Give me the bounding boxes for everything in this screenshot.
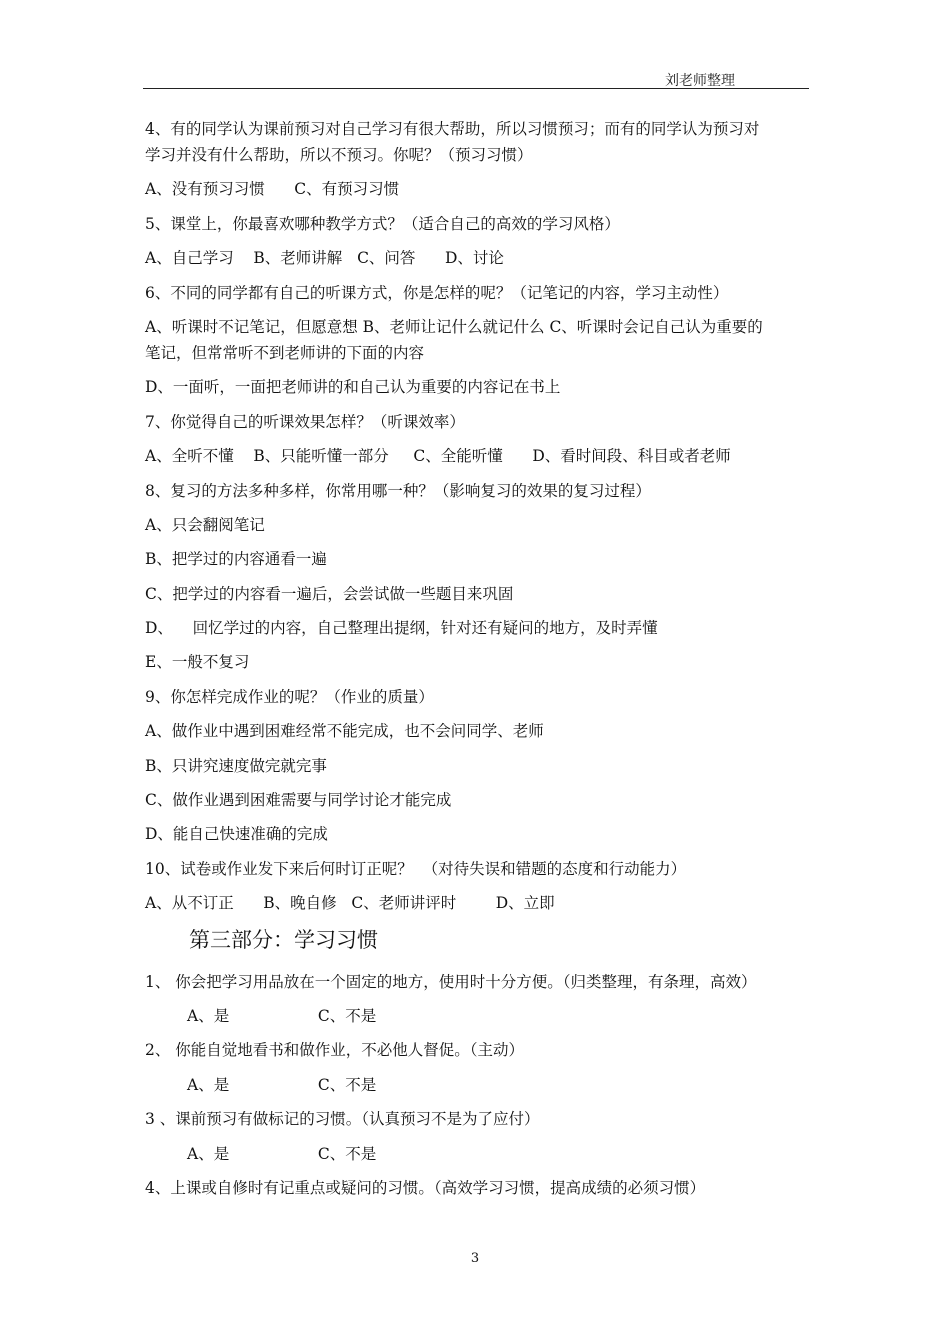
- habit-question-4: 4、上课或自修时有记重点或疑问的习惯。（高效学习习惯，提高成绩的必须习惯）: [145, 1178, 706, 1197]
- question-9-option-a: A、做作业中遇到困难经常不能完成，也不会问同学、老师: [145, 722, 544, 741]
- question-8-option-b: B、把学过的内容通看一遍: [145, 550, 327, 569]
- question-10: 10、试卷或作业发下来后何时订正呢？ （对待失误和错题的态度和行动能力）: [145, 859, 687, 878]
- question-8: 8、复习的方法多种多样，你常用哪一种？（影响复习的效果的复习过程）: [145, 481, 651, 500]
- question-6-option-d: D、一面听，一面把老师讲的和自己认为重要的内容记在书上: [145, 378, 561, 397]
- habit-question-1-options: A、是 C、不是: [187, 1006, 377, 1025]
- question-9-option-b: B、只讲究速度做完就完事: [145, 756, 327, 775]
- habit-question-1: 1、 你会把学习用品放在一个固定的地方，使用时十分方便。（归类整理，有条理，高效）: [145, 972, 757, 991]
- question-6: 6、不同的同学都有自己的听课方式，你是怎样的呢？（记笔记的内容，学习主动性）: [145, 283, 729, 302]
- question-8-option-d: D、 回忆学过的内容，自己整理出提纲，针对还有疑问的地方，及时弄懂: [145, 619, 658, 638]
- section-title: 第三部分：学习习惯: [189, 927, 378, 952]
- question-9-option-c: C、做作业遇到困难需要与同学讨论才能完成: [145, 791, 452, 810]
- document-body: [145, 116, 810, 1209]
- habit-question-2-options: A、是 C、不是: [187, 1075, 377, 1094]
- question-4: [145, 116, 810, 168]
- question-6-option-line2: 笔记，但常常听不到老师讲的下面的内容: [145, 343, 425, 362]
- question-9-option-d: D、能自己快速准确的完成: [145, 825, 328, 844]
- question-7: 7、你觉得自己的听课效果怎样？（听课效率）: [145, 412, 465, 431]
- question-4-line1: 4、有的同学认为课前预习对自己学习有很大帮助，所以习惯预习；而有的同学认为预习对: [145, 120, 760, 138]
- page-header: 刘老师整理: [665, 73, 735, 89]
- question-6-options-abc: [145, 314, 810, 366]
- question-5-options: A、自己学习 B、老师讲解 C、问答 D、讨论: [145, 249, 504, 268]
- question-8-option-c: C、把学过的内容看一遍后，会尝试做一些题目来巩固: [145, 584, 514, 603]
- question-7-options: A、全听不懂 B、只能听懂一部分 C、全能听懂 D、看时间段、科目或者老师: [145, 447, 731, 466]
- question-5: 5、课堂上，你最喜欢哪种教学方式？（适合自己的高效的学习风格）: [145, 214, 620, 233]
- question-8-option-e: E、一般不复习: [145, 653, 250, 672]
- question-4-line2: 学习并没有什么帮助，所以不预习。你呢？（预习习惯）: [145, 146, 533, 164]
- page-number: 3: [470, 1251, 480, 1266]
- question-6-option-line1: A、听课时不记笔记，但愿意想 B、老师让记什么就记什么 C、听课时会记自己认为重要的: [145, 317, 763, 336]
- header-rule: [143, 88, 809, 89]
- habit-question-2: 2、 你能自觉地看书和做作业，不必他人督促。（主动）: [145, 1041, 525, 1060]
- question-8-option-a: A、只会翻阅笔记: [145, 515, 265, 534]
- question-10-options: A、从不订正 B、晚自修 C、老师讲评时 D、立即: [145, 894, 555, 913]
- question-9: 9、你怎样完成作业的呢？（作业的质量）: [145, 687, 434, 706]
- habit-question-3: 3 、课前预习有做标记的习惯。（认真预习不是为了应付）: [145, 1110, 540, 1129]
- habit-question-3-options: A、是 C、不是: [187, 1144, 377, 1163]
- question-4-options: A、没有预习习惯 C、有预习习惯: [145, 180, 400, 199]
